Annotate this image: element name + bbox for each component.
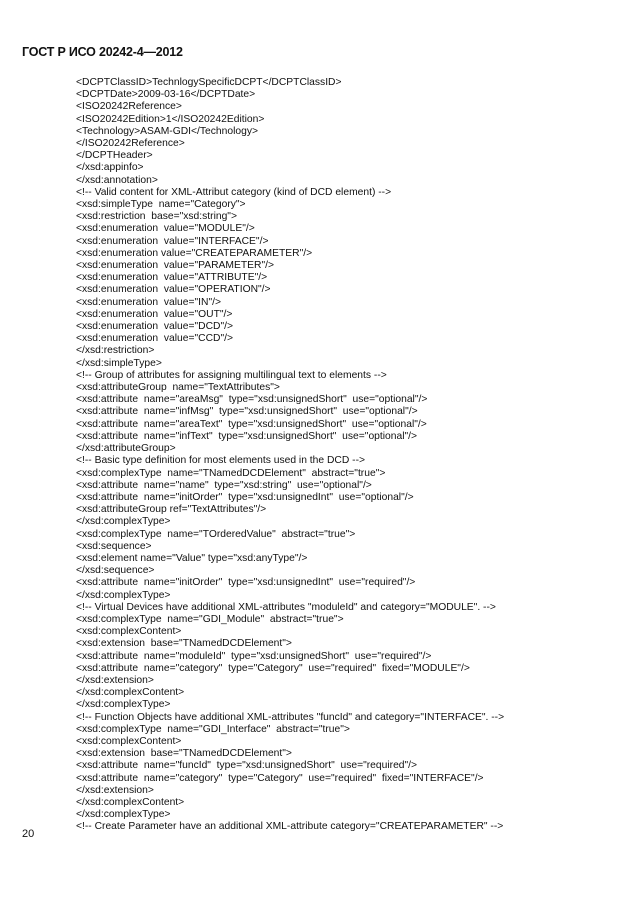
code-line: </xsd:complexType> — [76, 589, 171, 601]
code-line: <ISO20242Reference> — [76, 101, 182, 113]
code-line: <xsd:attribute name="moduleId" type="xsd:unsignedShort" use="required"/> — [76, 650, 432, 662]
code-line: </xsd:appinfo> — [76, 162, 144, 174]
code-line: <xsd:attribute name="category" type="Category" use="required" fixed="MODULE"/> — [76, 662, 470, 674]
code-line: <xsd:enumeration value="INTERFACE"/> — [76, 235, 269, 247]
code-line: <DCPTDate>2009-03-16</DCPTDate> — [76, 89, 256, 101]
code-line: <!-- Function Objects have additional XML-attributes "funcId" and category="INTERFACE". --> — [76, 711, 505, 723]
code-line: <xsd:simpleType name="Category"> — [76, 199, 246, 211]
code-line: <xsd:enumeration value="PARAMETER"/> — [76, 260, 274, 272]
code-line: <xsd:complexType name="GDI_Module" abstract="true"> — [76, 613, 344, 625]
code-line: <xsd:enumeration value="OUT"/> — [76, 308, 233, 320]
code-line: <!-- Valid content for XML-Attribut category (kind of DCD element) --> — [76, 186, 392, 198]
code-line: <xsd:attribute name="name" type="xsd:string" use="optional"/> — [76, 479, 372, 491]
code-line: </xsd:sequence> — [76, 565, 155, 577]
code-line: <xsd:extension base="TNamedDCDElement"> — [76, 638, 292, 650]
code-line: </xsd:complexType> — [76, 699, 171, 711]
code-line: <xsd:attribute name="infMsg" type="xsd:unsignedShort" use="optional"/> — [76, 406, 418, 418]
code-line: </xsd:complexType> — [76, 516, 171, 528]
document-header: ГОСТ Р ИСО 20242-4—2012 — [22, 45, 183, 59]
code-line: <xsd:attribute name="category" type="Category" use="required" fixed="INTERFACE"/> — [76, 772, 484, 784]
code-line: <xsd:enumeration value="OPERATION"/> — [76, 284, 271, 296]
code-line: </xsd:extension> — [76, 784, 154, 796]
code-line: <xsd:complexType name="GDI_Interface" abstract="true"> — [76, 723, 350, 735]
code-line: </ISO20242Reference> — [76, 138, 185, 150]
code-line: <xsd:enumeration value="DCD"/> — [76, 321, 233, 333]
code-line: <xsd:enumeration value="CREATEPARAMETER"/> — [76, 247, 313, 259]
code-line: <DCPTClassID>TechnlogySpecificDCPT</DCPTClassID> — [76, 77, 342, 88]
code-line: </xsd:annotation> — [76, 174, 158, 186]
code-line: </xsd:complexType> — [76, 809, 171, 821]
code-line: <!-- Basic type definition for most elements used in the DCD --> — [76, 455, 366, 467]
code-line: <xsd:extension base="TNamedDCDElement"> — [76, 748, 292, 760]
code-line: </xsd:complexContent> — [76, 687, 185, 699]
code-line: <xsd:attribute name="initOrder" type="xsd:unsignedInt" use="optional"/> — [76, 491, 414, 503]
code-line: <ISO20242Edition>1</ISO20242Edition> — [76, 113, 265, 125]
page-number: 20 — [22, 828, 35, 840]
code-line: <xsd:complexContent> — [76, 626, 182, 638]
code-line: <xsd:element name="Value" type="xsd:anyType"/> — [76, 552, 308, 564]
code-line: </DCPTHeader> — [76, 150, 153, 162]
code-line: <xsd:attribute name="initOrder" type="xsd:unsignedInt" use="required"/> — [76, 577, 416, 589]
code-line: <xsd:attributeGroup ref="TextAttributes"/> — [76, 504, 267, 516]
code-line: <xsd:complexContent> — [76, 735, 182, 747]
code-line: <xsd:attributeGroup name="TextAttributes"> — [76, 382, 280, 394]
code-line: <!-- Group of attributes for assigning multilingual text to elements --> — [76, 369, 387, 381]
code-line: <xsd:enumeration value="IN"/> — [76, 296, 221, 308]
xml-code-listing — [76, 77, 504, 834]
code-line: <xsd:attribute name="areaText" type="xsd:unsignedShort" use="optional"/> — [76, 418, 427, 430]
code-line: <xsd:complexType name="TOrderedValue" abstract="true"> — [76, 528, 356, 540]
code-line: </xsd:simpleType> — [76, 357, 162, 369]
code-line: <xsd:enumeration value="CCD"/> — [76, 333, 233, 345]
code-line: </xsd:restriction> — [76, 345, 155, 357]
code-line: <!-- Virtual Devices have additional XML-attributes "moduleId" and category="MODULE". --> — [76, 601, 496, 613]
code-line: <xsd:attribute name="infText" type="xsd:unsignedShort" use="optional"/> — [76, 430, 418, 442]
code-line: <xsd:attribute name="areaMsg" type="xsd:unsignedShort" use="optional"/> — [76, 394, 428, 406]
code-line: <xsd:complexType name="TNamedDCDElement" abstract="true"> — [76, 467, 386, 479]
code-line: <xsd:attribute name="funcId" type="xsd:unsignedShort" use="required"/> — [76, 760, 418, 772]
code-line: <Technology>ASAM-GDI</Technology> — [76, 125, 259, 137]
code-line: <!-- Create Parameter have an additional XML-attribute category="CREATEPARAMETER" --> — [76, 821, 504, 833]
code-line: </xsd:complexContent> — [76, 796, 185, 808]
code-line: <xsd:enumeration value="ATTRIBUTE"/> — [76, 272, 268, 284]
code-line: <xsd:restriction base="xsd:string"> — [76, 211, 237, 223]
code-line: </xsd:attributeGroup> — [76, 443, 176, 455]
code-line: <xsd:enumeration value="MODULE"/> — [76, 223, 255, 235]
code-line: </xsd:extension> — [76, 674, 154, 686]
code-line: <xsd:sequence> — [76, 540, 152, 552]
